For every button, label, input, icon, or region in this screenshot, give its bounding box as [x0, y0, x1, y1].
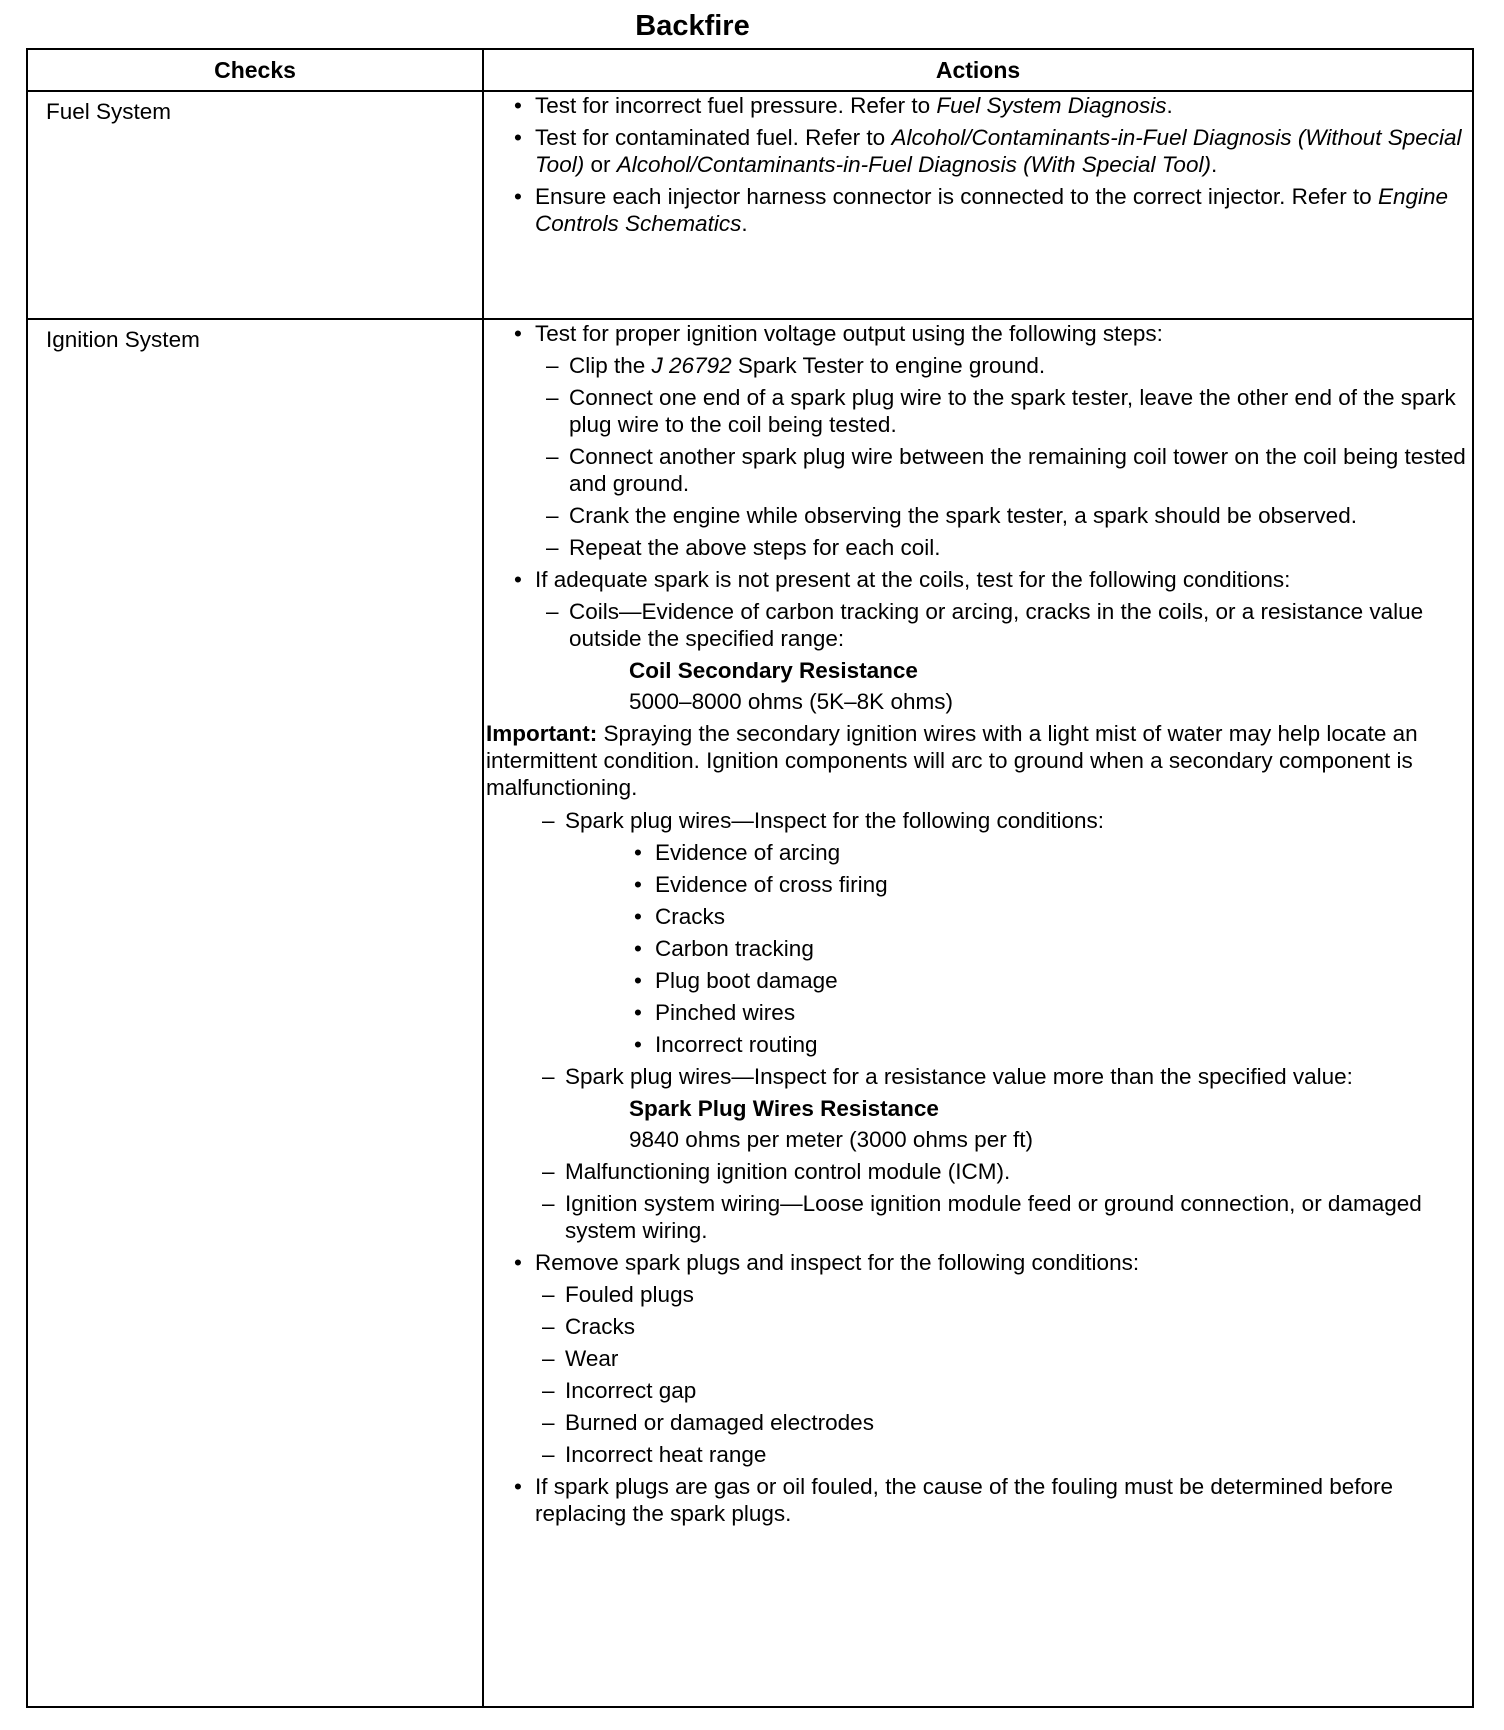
list-item: • Ensure each injector harness connector is connected to the correct injector. Refer to Engine Controls Schematics. — [484, 183, 1472, 237]
important-note: Important: Spraying the secondary ignition wires with a light mist of water may help locate an intermittent condition. Ignition components will arc to ground when a secondary component is malfunctioning. — [486, 721, 1418, 800]
spec-value-wire-resistance: 9840 ohms per meter (3000 ohms per ft) — [629, 1127, 1033, 1152]
list-item: – Incorrect gap — [484, 1377, 1472, 1404]
backfire-diagnosis-table — [26, 48, 1474, 1708]
list-item: – Connect another spark plug wire between the remaining coil tower on the coil being tested and ground. — [484, 443, 1472, 497]
list-item: – Clip the J 26792 Spark Tester to engine ground. — [484, 352, 1472, 379]
table-header-row — [27, 49, 1473, 91]
list-item: • Carbon tracking — [484, 935, 1472, 962]
cross-reference: Alcohol/Contaminants-in-Fuel Diagnosis (Without Special Tool) — [535, 125, 1462, 177]
list-item: – Spark plug wires—Inspect for a resistance value more than the specified value: — [484, 1063, 1472, 1090]
list-item: • Test for proper ignition voltage output using the following steps: — [484, 320, 1472, 347]
list-item: – Coils—Evidence of carbon tracking or arcing, cracks in the coils, or a resistance value outside the specified range: — [484, 598, 1472, 652]
list-item: • Evidence of cross firing — [484, 871, 1472, 898]
check-cell-fuel — [27, 91, 483, 319]
list-item: – Cracks — [484, 1313, 1472, 1340]
important-label: Important: — [486, 721, 598, 746]
list-item: – Spark plug wires—Inspect for the following conditions: — [484, 807, 1472, 834]
list-item: – Ignition system wiring—Loose ignition module feed or ground connection, or damaged system wiring. — [484, 1190, 1472, 1244]
list-item: – Burned or damaged electrodes — [484, 1409, 1472, 1436]
actions-cell-fuel — [483, 91, 1473, 319]
list-item: – Fouled plugs — [484, 1281, 1472, 1308]
list-item: • Pinched wires — [484, 999, 1472, 1026]
list-item: – Connect one end of a spark plug wire to the spark tester, leave the other end of the spark plug wire to the coil being tested. — [484, 384, 1472, 438]
header-checks: Checks — [27, 49, 483, 91]
list-item: • Test for contaminated fuel. Refer to Alcohol/Contaminants-in-Fuel Diagnosis (Without Special Tool) or Alcohol/Contaminants-in-Fuel Diagnosis (With Special Tool). — [484, 124, 1472, 178]
check-label-ignition-system: Ignition System — [46, 327, 200, 352]
list-item: • Test for incorrect fuel pressure. Refer to Fuel System Diagnosis. — [484, 92, 1472, 119]
list-item: • If spark plugs are gas or oil fouled, the cause of the fouling must be determined before replacing the spark plugs. — [484, 1473, 1472, 1527]
list-item: • Remove spark plugs and inspect for the following conditions: — [484, 1249, 1472, 1276]
spec-value-coil-resistance: 5000–8000 ohms (5K–8K ohms) — [629, 689, 953, 714]
cross-reference: Alcohol/Contaminants-in-Fuel Diagnosis (With Special Tool) — [616, 152, 1211, 177]
actions-cell-ignition — [483, 319, 1473, 1707]
list-item: – Wear — [484, 1345, 1472, 1372]
list-item: • Incorrect routing — [484, 1031, 1472, 1058]
ignition-actions-list — [484, 320, 1472, 652]
list-item: – Incorrect heat range — [484, 1441, 1472, 1468]
cross-reference: Fuel System Diagnosis — [936, 93, 1167, 118]
check-cell-ignition — [27, 319, 483, 1707]
check-label-fuel-system: Fuel System — [46, 99, 172, 124]
list-item: – Repeat the above steps for each coil. — [484, 534, 1472, 561]
list-item: • Plug boot damage — [484, 967, 1472, 994]
ignition-more-list — [484, 1158, 1472, 1527]
fuel-actions-list — [484, 92, 1472, 237]
list-item: • If adequate spark is not present at the coils, test for the following conditions: — [484, 566, 1472, 593]
spec-title-wire-resistance: Spark Plug Wires Resistance — [629, 1096, 939, 1121]
ignition-wire-list — [484, 807, 1472, 1090]
list-item: • Cracks — [484, 903, 1472, 930]
table-row-fuel-system — [27, 91, 1473, 319]
list-item: • Evidence of arcing — [484, 839, 1472, 866]
header-actions: Actions — [483, 49, 1473, 91]
spec-title-coil-resistance: Coil Secondary Resistance — [629, 658, 918, 683]
list-item: – Crank the engine while observing the spark tester, a spark should be observed. — [484, 502, 1472, 529]
list-item: – Malfunctioning ignition control module (ICM). — [484, 1158, 1472, 1185]
cross-reference: Engine Controls Schematics — [535, 184, 1449, 236]
page-title: Backfire — [635, 10, 750, 42]
table-row-ignition-system — [27, 319, 1473, 1707]
tool-reference: J 26792 — [651, 353, 732, 378]
